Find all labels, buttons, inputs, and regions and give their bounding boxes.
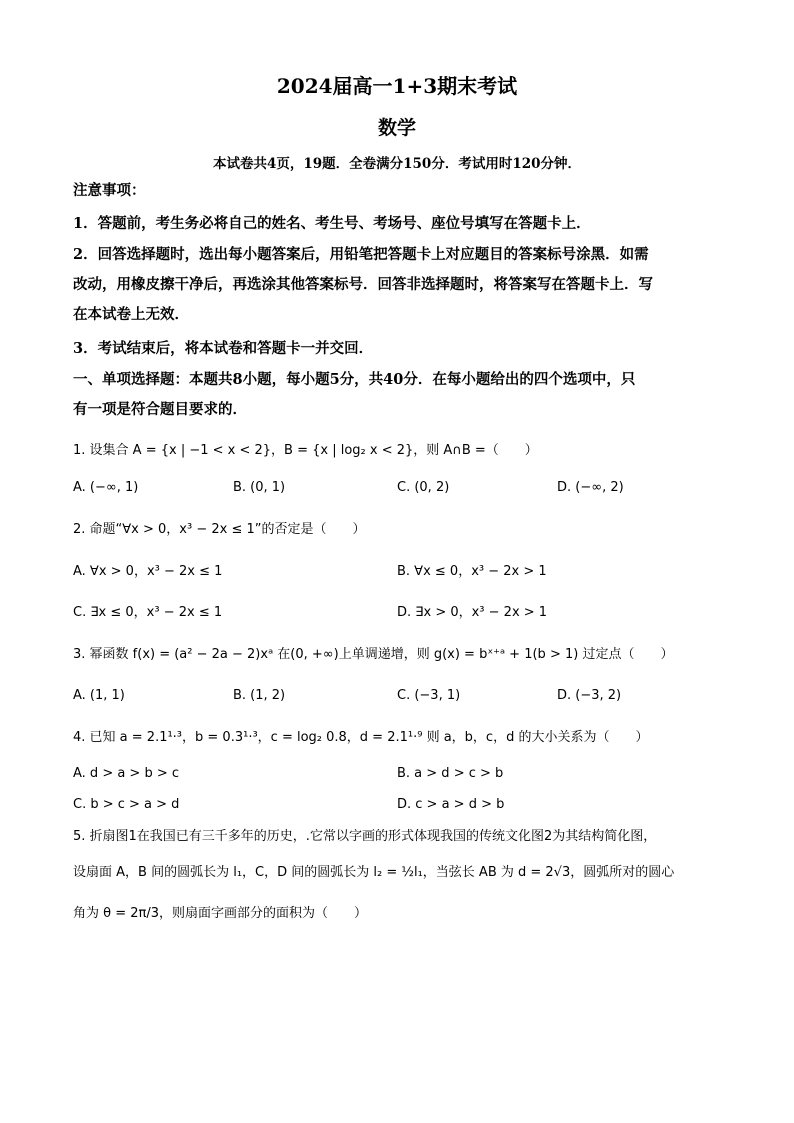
question-2-option-a[interactable]: A. ∀x > 0，x³ − 2x ≤ 1: [73, 564, 223, 579]
question-3-option-c[interactable]: C. (−3, 1): [397, 688, 461, 703]
exam-info: 本试卷共4页，19题．全卷满分150分．考试用时120分钟．: [212, 156, 582, 172]
question-2-option-c[interactable]: C. ∃x ≤ 0，x³ − 2x ≤ 1: [73, 605, 223, 620]
question-2-option-b[interactable]: B. ∀x ≤ 0，x³ − 2x > 1: [397, 564, 547, 579]
question-5-line-2: 设扇面 A，B 间的圆弧长为 l₁，C，D 间的圆弧长为 l₂ = ½l₁，当弦长 AB 为 d = 2√3，圆弧所对的圆心: [73, 865, 675, 880]
note-3: 3．考试结束后，将本试卷和答题卡一并交回．: [73, 340, 374, 357]
note-2-line-3: 在本试卷上无效．: [73, 306, 189, 323]
note-2-line-1: 2．回答选择题时，选出每小题答案后，用铅笔把答题卡上对应题目的答案标号涂黑．如需: [73, 246, 649, 263]
question-3-option-b[interactable]: B. (1, 2): [233, 688, 286, 703]
question-4-option-b[interactable]: B. a > d > c > b: [397, 766, 504, 781]
note-1: 1．答题前，考生务必将自己的姓名、考生号、考场号、座位号填写在答题卡上．: [73, 215, 591, 232]
question-1-option-a[interactable]: A. (−∞, 1): [73, 480, 139, 495]
section-1-line-1: 一、单项选择题：本题共8小题，每小题5分，共40分．在每小题给出的四个选项中，只: [73, 371, 636, 388]
question-2-option-d[interactable]: D. ∃x > 0，x³ − 2x > 1: [397, 605, 548, 620]
exam-title: 2024届高一1+3期末考试: [276, 74, 518, 98]
question-4-option-c[interactable]: C. b > c > a > d: [73, 797, 180, 812]
question-1-option-c[interactable]: C. (0, 2): [397, 480, 450, 495]
question-1-option-b[interactable]: B. (0, 1): [233, 480, 286, 495]
question-2-stem: 2. 命题“∀x > 0，x³ − 2x ≤ 1”的否定是（ ）: [73, 522, 366, 537]
subject-title: 数学: [377, 117, 416, 139]
note-2-line-2: 改动，用橡皮擦干净后，再选涂其他答案标号．回答非选择题时，将答案写在答题卡上．写: [73, 276, 653, 293]
question-3-option-d[interactable]: D. (−3, 2): [557, 688, 622, 703]
question-1-stem: 1. 设集合 A = {x | −1 < x < 2}，B = {x | log₂ x < 2}，则 A∩B =（ ）: [73, 443, 538, 458]
question-4-option-a[interactable]: A. d > a > b > c: [73, 766, 180, 781]
question-5-line-1: 5. 折扇图1在我国已有三千多年的历史，.它常以字画的形式体现我国的传统文化图2为其结构简化图，: [73, 829, 657, 844]
notes-heading: 注意事项：: [73, 182, 146, 199]
question-4-stem: 4. 已知 a = 2.1¹·³，b = 0.3¹·³，c = log₂ 0.8，d = 2.1¹·⁹ 则 a，b，c，d 的大小关系为（ ）: [73, 730, 649, 745]
section-1-line-2: 有一项是符合题目要求的．: [73, 401, 247, 418]
question-3-stem: 3. 幂函数 f(x) = (a² − 2a − 2)xᵃ 在(0, +∞)上单调递增，则 g(x) = bˣ⁺ᵃ + 1(b > 1) 过定点（ ）: [73, 647, 674, 662]
question-5-line-3: 角为 θ = 2π/3，则扇面字画部分的面积为（ ）: [73, 906, 367, 921]
question-3-option-a[interactable]: A. (1, 1): [73, 688, 125, 703]
question-4-option-d[interactable]: D. c > a > d > b: [397, 797, 505, 812]
question-1-option-d[interactable]: D. (−∞, 2): [557, 480, 624, 495]
